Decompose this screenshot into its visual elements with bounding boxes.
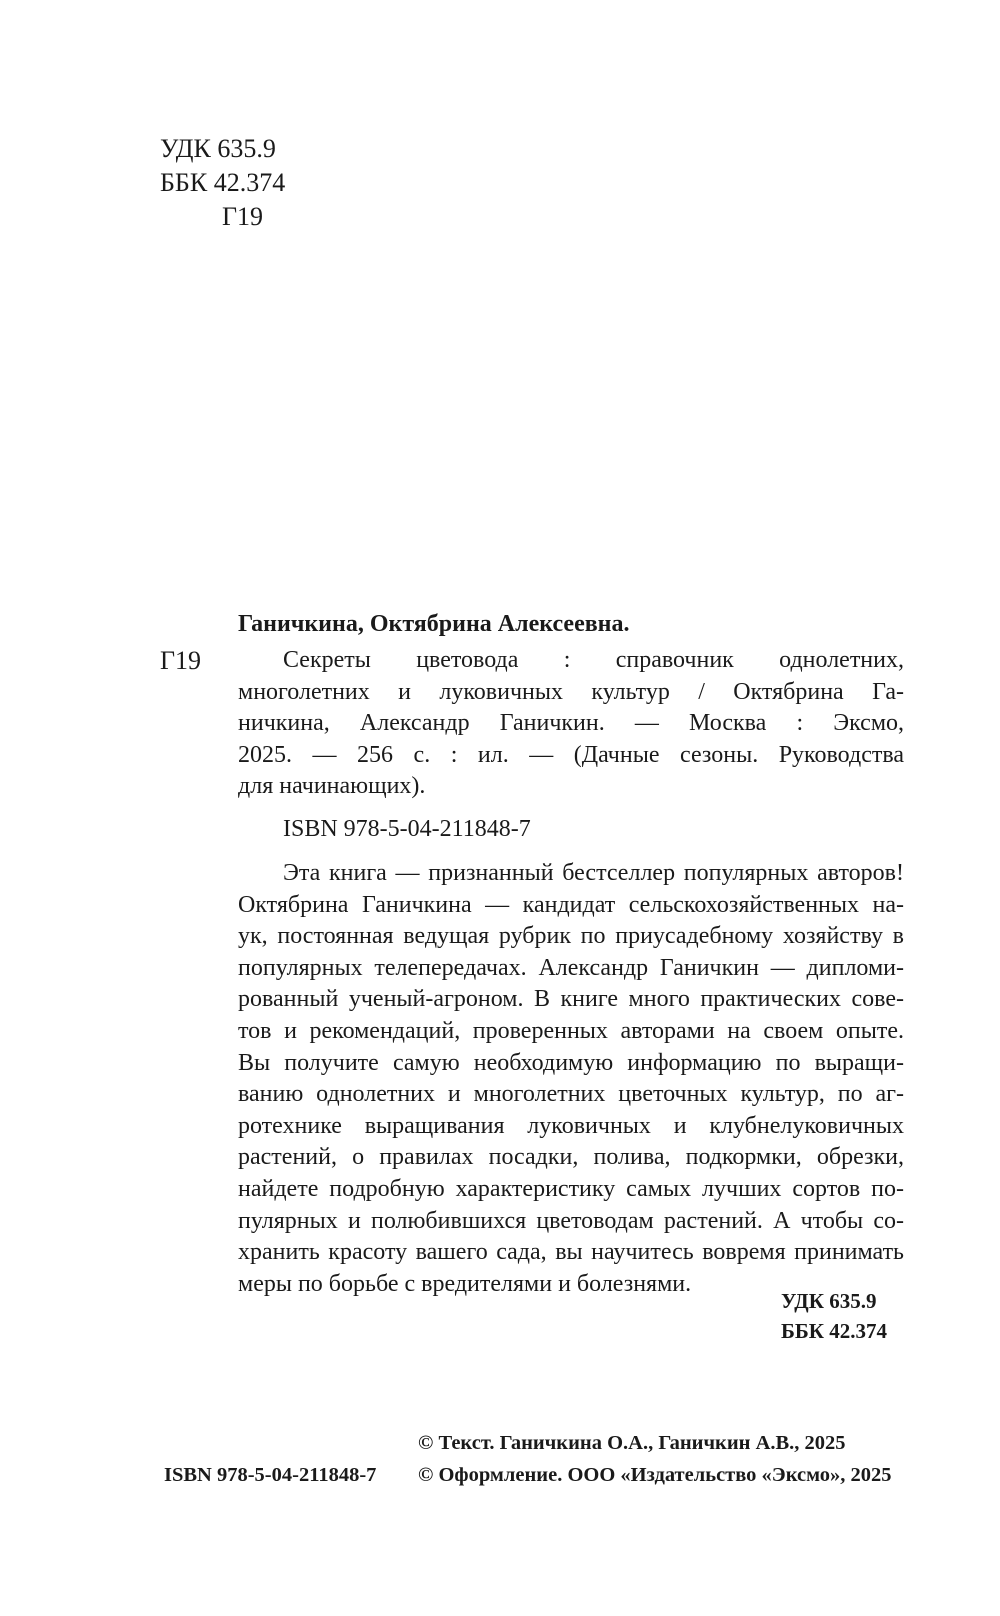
- bbk-code: ББК 42.374: [160, 168, 286, 197]
- copyright-design: © Оформление. ООО «Издательство «Эксмо», 2025: [418, 1464, 892, 1486]
- copyright-text: © Текст. Ганичкина О.А., Ганичкин А.В., 2025: [418, 1432, 846, 1454]
- record-author: Ганичкина, Октябрина Алексеевна.: [238, 611, 630, 637]
- bib-line: Секреты цветовода : справочник однолетних,: [283, 647, 904, 673]
- annotation-line: тов и рекомендаций, проверенных авторами на своем опыте.: [238, 1017, 904, 1044]
- udk-code: УДК 635.9: [160, 134, 276, 163]
- annotation-line: Вы получите самую необходимую информацию по выращи-: [238, 1049, 904, 1076]
- annotation-line: хранить красоту вашего сада, вы научитесь вовремя принимать: [238, 1239, 904, 1266]
- author-mark: Г19: [222, 202, 264, 231]
- annotation-line: найдете подробную характеристику самых лучших сортов по-: [238, 1175, 904, 1202]
- annotation-line: ротехнике выращивания луковичных и клубнелуковичных: [238, 1112, 904, 1139]
- bib-line: для начинающих).: [238, 773, 426, 799]
- annotation-line: ванию однолетних и многолетних цветочных культур, по аг-: [238, 1081, 904, 1108]
- bib-line: 2025. — 256 с. : ил. — (Дачные сезоны. Руководства: [238, 741, 904, 768]
- annotation-line: растений, о правилах посадки, полива, подкормки, обрезки,: [238, 1144, 904, 1171]
- record-isbn: ISBN 978-5-04-211848-7: [283, 816, 531, 842]
- annotation: [238, 858, 904, 1300]
- bibliographic-description: [238, 645, 904, 803]
- annotation-line: Эта книга — признанный бестселлер популярных авторов!: [283, 860, 904, 886]
- bib-line: ничкина, Александр Ганичкин. — Москва : Эксмо,: [238, 710, 904, 736]
- annotation-line: Октябрина Ганичкина — кандидат сельскохозяйственных на-: [238, 891, 904, 918]
- annotation-line: популярных телепередачах. Александр Ганичкин — дипломи-: [238, 954, 904, 981]
- footer-isbn: ISBN 978-5-04-211848-7: [164, 1464, 377, 1486]
- record-author-mark: Г19: [160, 646, 202, 675]
- record-udk: УДК 635.9: [781, 1289, 877, 1313]
- annotation-line: пулярных и полюбившихся цветоводам растений. А чтобы со-: [238, 1207, 904, 1234]
- annotation-line: меры по борьбе с вредителями и болезнями.: [238, 1270, 692, 1297]
- record-bbk: ББК 42.374: [781, 1319, 887, 1343]
- bib-line: многолетних и луковичных культур / Октябрина Га-: [238, 678, 904, 705]
- annotation-line: ук, постоянная ведущая рубрик по приусадебному хозяйству в: [238, 923, 904, 950]
- annotation-line: рованный ученый-агроном. В книге много практических сове-: [238, 986, 904, 1013]
